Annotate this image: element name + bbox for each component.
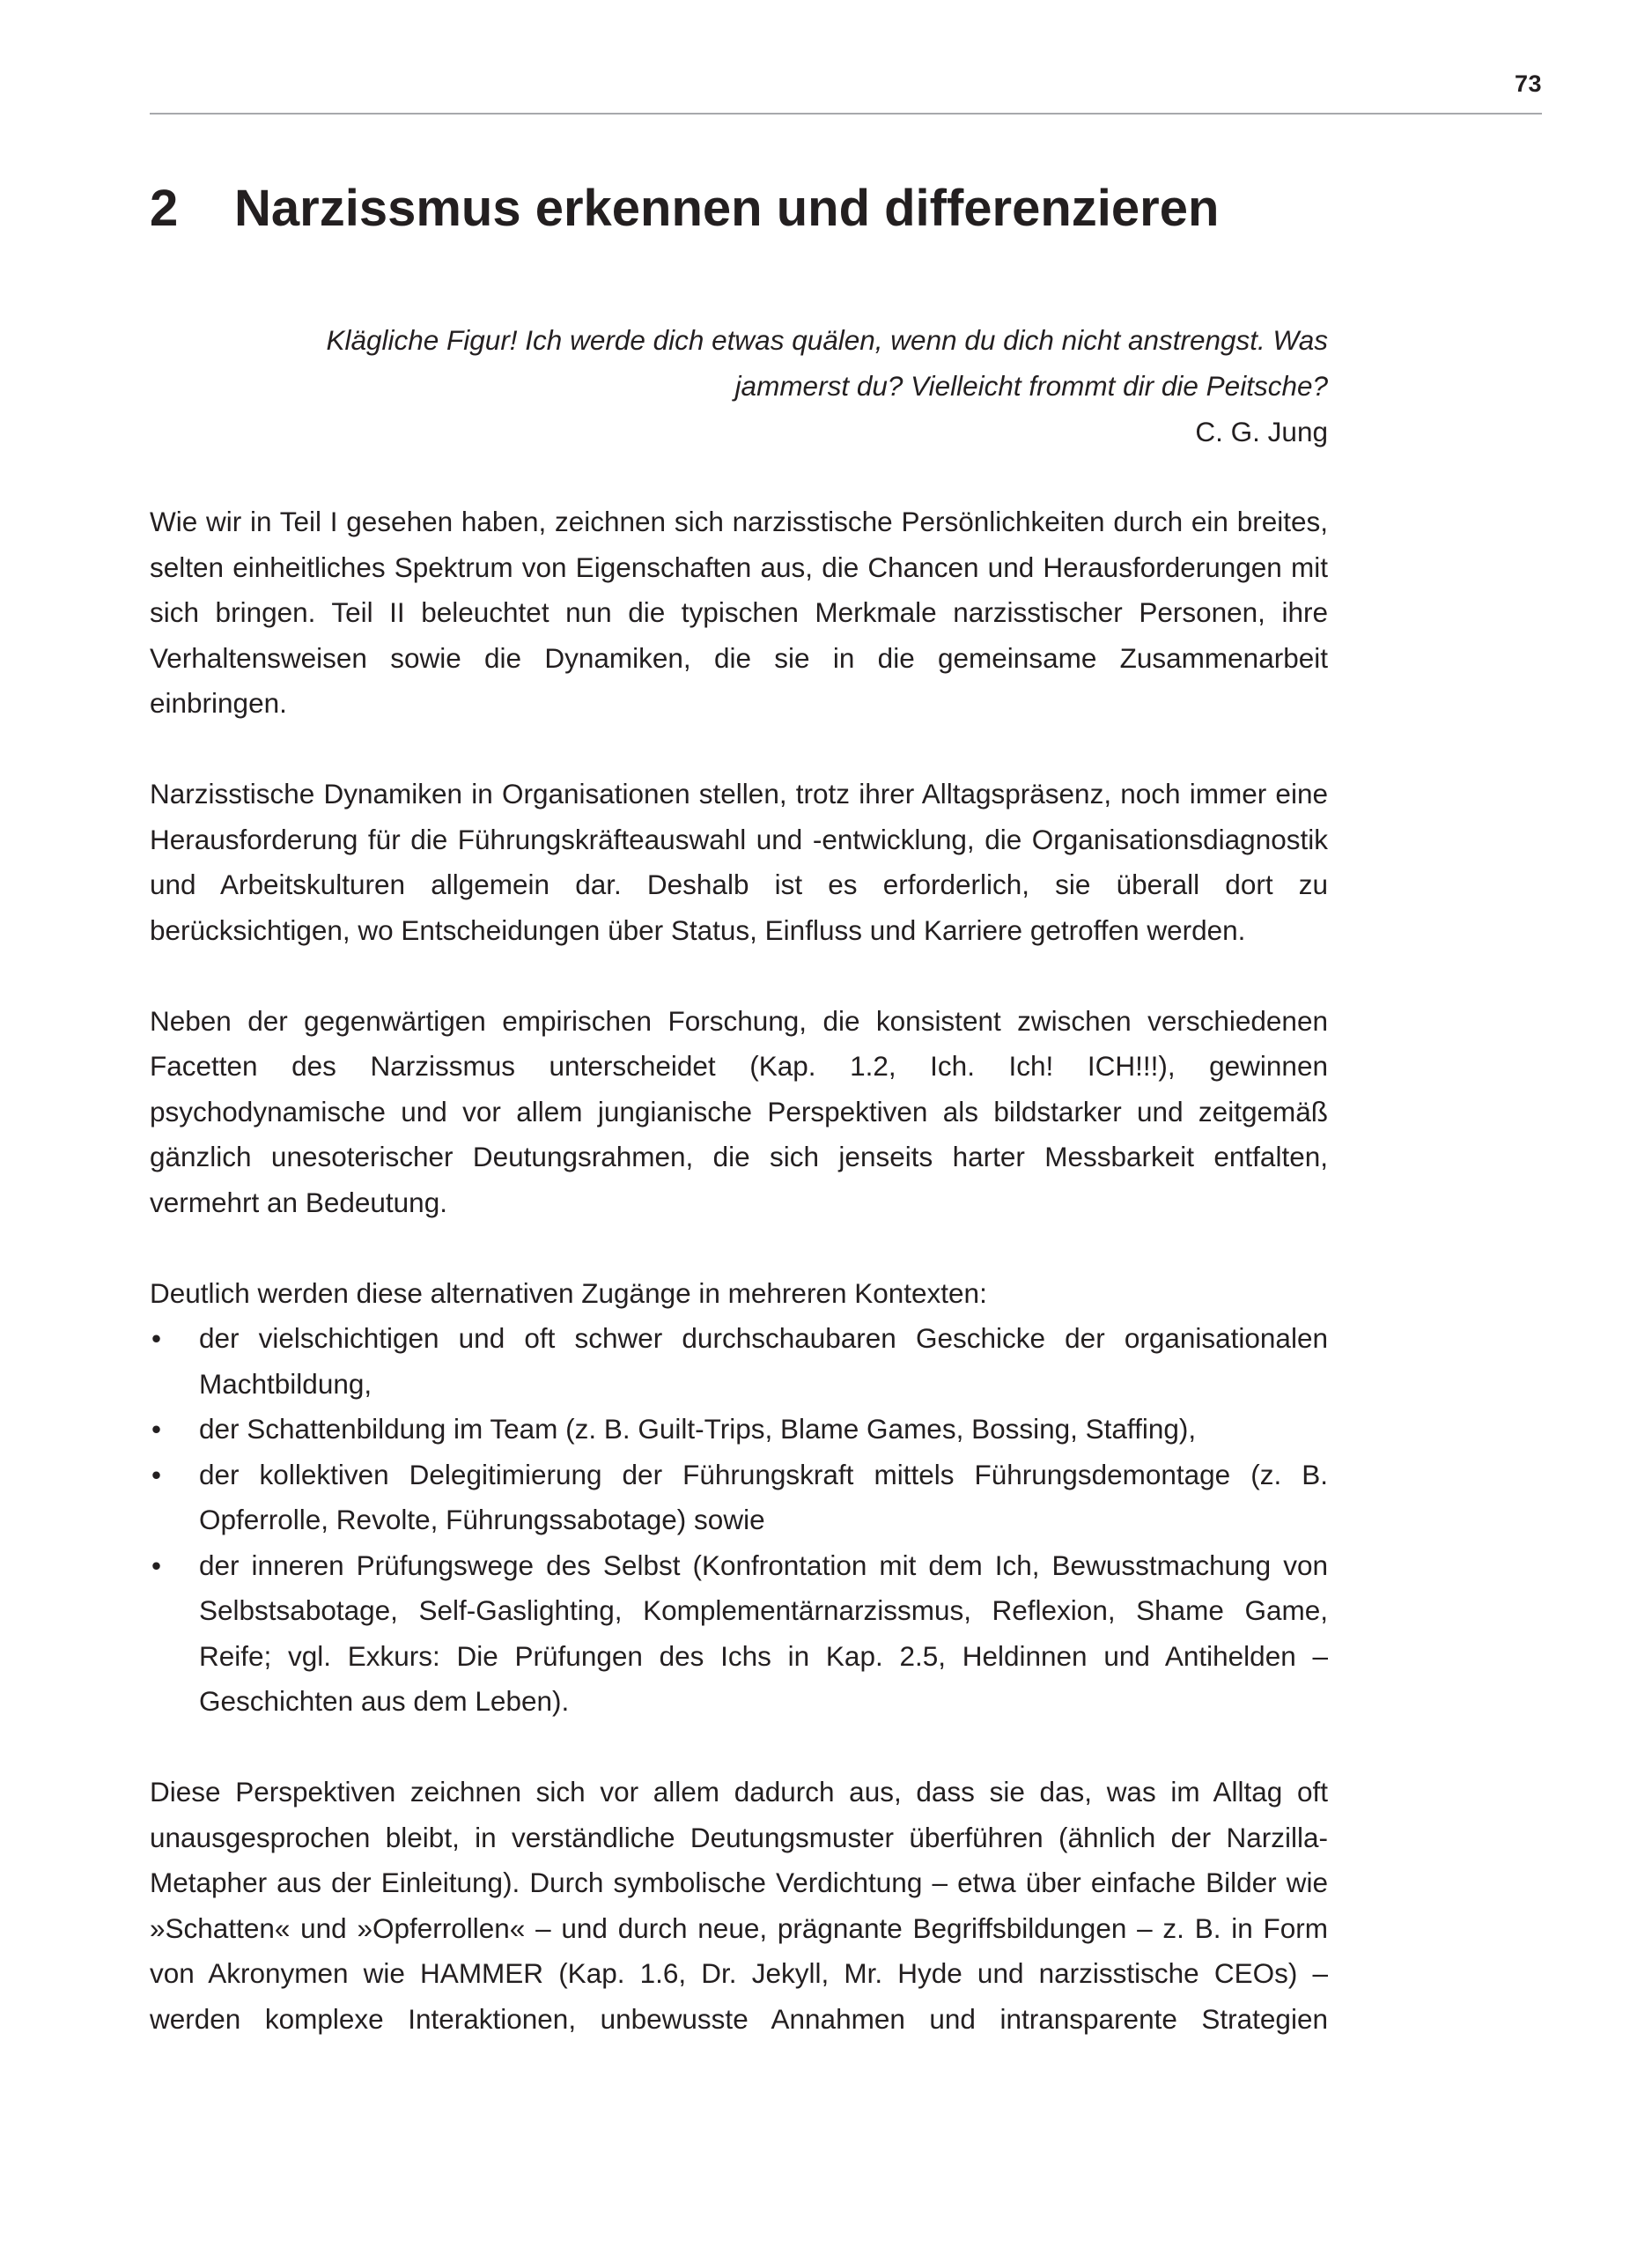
chapter-heading (150, 174, 1219, 244)
bullet-list (150, 1316, 1328, 1725)
list-item: • der kollektiven Delegitimierung der Führungskraft mittels Führungsdemontage (z. B. Opferrolle, Revolte, Führungssabotage) sowie (150, 1453, 1328, 1543)
paragraph-4: Diese Perspektiven zeichnen sich vor allem dadurch aus, dass sie das, was im Alltag oft unausgesprochen bleibt, in verständliche Deutungsmuster überführen (ähnlich der Narzilla-Metapher aus der Einleitung). Durch symbolische Verdichtung – etwa über einfache Bilder wie »Schatten« und »Opferrollen« – und durch neue, prägnante Begriffsbildungen – z. B. in Form von Akronymen wie HAMMER (Kap. 1.6, Dr. Jekyll, Mr. Hyde und narzisstische CEOs) – werden komplexe Interaktionen, unbewusste Annahmen und intransparente Strategien (150, 1776, 1328, 2035)
page-number: 73 (1514, 70, 1542, 97)
chapter-title: Narzissmus erkennen und differenzieren (234, 180, 1220, 237)
paragraph-1: Wie wir in Teil I gesehen haben, zeichnen sich narzisstische Persönlichkeiten durch ein breites, selten einheitliches Spektrum von Eigenschaften aus, die Chancen und Herausforderungen mit sich bringen. Teil II beleuchtet nun die typischen Merkmale narzisstischer Personen, ihre Verhaltensweisen sowie die Dynamiken, die sie in die gemeinsame Zusammenarbeit einbringen. (150, 506, 1328, 719)
chapter-number: 2 (150, 180, 179, 237)
list-item: • der inneren Prüfungswege des Selbst (Konfrontation mit dem Ich, Bewusstmachung von Selbstsabotage, Self-Gaslighting, Komplementärnarzissmus, Reflexion, Shame Game, Reife; vgl. Exkurs: Die Prüfungen des Ichs in Kap. 2.5, Heldinnen und Antihelden – Geschichten aus dem Leben). (150, 1543, 1328, 1725)
header-divider (150, 113, 1542, 115)
list-item: • der Schattenbildung im Team (z. B. Guilt-Trips, Blame Games, Bossing, Staffing), (150, 1407, 1328, 1453)
paragraph-3: Neben der gegenwärtigen empirischen Forschung, die konsistent zwischen verschiedenen Facetten des Narzissmus unterscheidet (Kap. 1.2, Ich. Ich! ICH!!!), gewinnen psychodynamische und vor allem jungianische Perspektiven als bildstarker und zeitgemäß gänzlich unesoterischer Deutungsrahmen, die sich jenseits harter Messbarkeit entfalten, vermehrt an Bedeutung. (150, 1004, 1328, 1218)
list-item: • der vielschichtigen und oft schwer durchschaubaren Geschicke der organisationalen Machtbildung, (150, 1316, 1328, 1407)
epigraph-quote-line-1: Klägliche Figur! Ich werde dich etwas quälen, wenn du dich nicht anstrengst. Was (326, 324, 1328, 356)
epigraph-quote-line-2: jammerst du? Vielleicht frommt dir die Peitsche? (734, 370, 1328, 402)
epigraph (247, 317, 1328, 455)
epigraph-author: C. G. Jung (1195, 416, 1328, 447)
paragraph-2: Narzisstische Dynamiken in Organisationen stellen, trotz ihrer Alltagspräsenz, noch immer eine Herausforderung für die Führungskräfteauswahl und -entwicklung, die Organisationsdiagnostik und Arbeitskulturen allgemein dar. Deshalb ist es erforderlich, sie überall dort zu berücksichtigen, wo Entscheidungen über Status, Einfluss und Karriere getroffen werden. (150, 778, 1328, 946)
list-intro: Deutlich werden diese alternativen Zugänge in mehreren Kontexten: (150, 1276, 987, 1309)
body-text (150, 499, 1328, 2088)
